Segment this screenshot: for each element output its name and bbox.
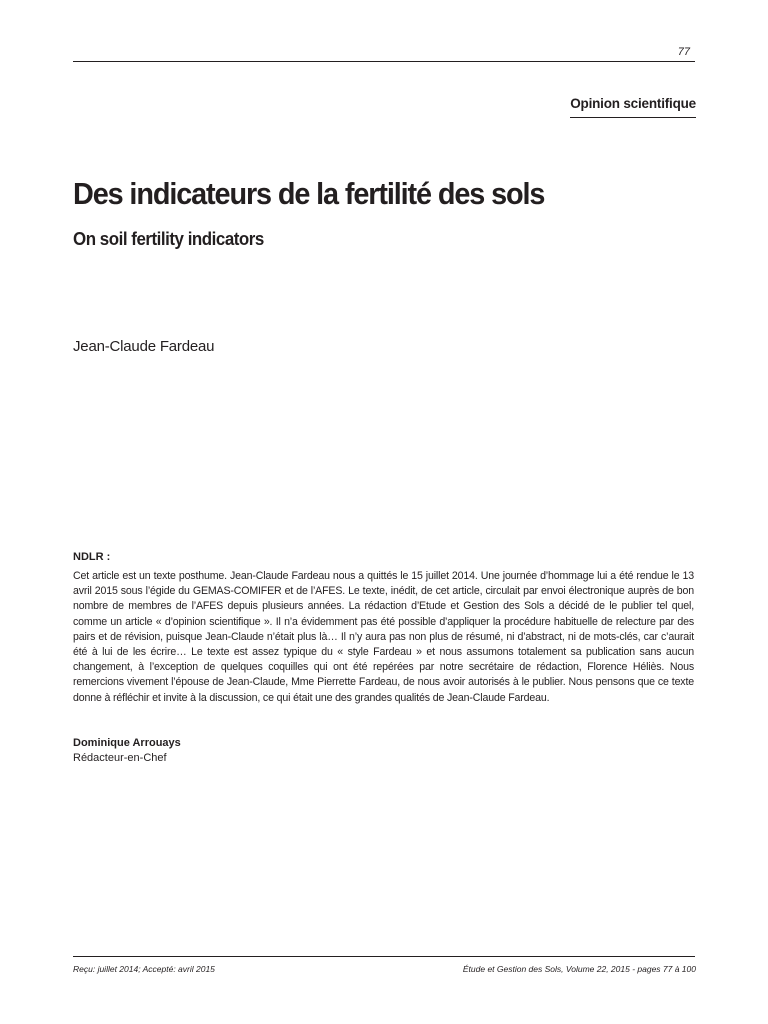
section-label: Opinion scientifique	[570, 96, 696, 118]
signer-role: Rédacteur-en-Chef	[73, 752, 167, 764]
article-subtitle: On soil fertility indicators	[73, 229, 264, 249]
signer-name: Dominique Arrouays	[73, 737, 181, 749]
article-author: Jean-Claude Fardeau	[73, 338, 215, 355]
header-rule	[73, 61, 695, 62]
footer-rule	[73, 956, 695, 957]
footer-journal-citation: Étude et Gestion des Sols, Volume 22, 2015 - pages 77 à 100	[462, 964, 696, 974]
page-number: 77	[677, 46, 690, 58]
footer-received-accepted: Reçu: juillet 2014; Accepté: avril 2015	[73, 964, 215, 974]
article-title: Des indicateurs de la fertilité des sols	[73, 176, 545, 211]
ndlr-body: Cet article est un texte posthume. Jean-Claude Fardeau nous a quittés le 15 juillet 2014. Une journée d’hommage lui a été rendue le 13 avril 2015 sous l’égide du GEMAS-COMIFER et de l’AFES. Le texte, inédit, de cet article, circulait par envoi électronique auprès de bon nombre de membres de l’AFES depuis plusieurs années. La rédaction d’Etude et Gestion des Sols a décidé de le publier tel quel, comme un article « d’opinion scientifique ». Il n’a évidemment pas été possible d’appliquer la procédure habituelle de relecture par des pairs et de révision, puisque Jean-Claude n’était plus là… Il n’y aura pas non plus de résumé, ni d’abstract, ni de mots-clés, car c’aurait été à lui de les écrire… Le texte est assez typique du « style Fardeau » et nous assumons totalement sa publication sans aucun changement, à l’exception de quelques coquilles qui ont été repérées par notre secrétaire de rédaction, Florence Héliès. Nous remercions vivement l’épouse de Jean-Claude, Mme Pierrette Fardeau, de nous avoir autorisés à le publier. Nous pensons que ce texte donne à réfléchir et invite à la discussion, ce qui était une des grandes qualités de Jean-Claude Fardeau.	[73, 570, 694, 704]
ndlr-heading: NDLR :	[73, 551, 111, 563]
